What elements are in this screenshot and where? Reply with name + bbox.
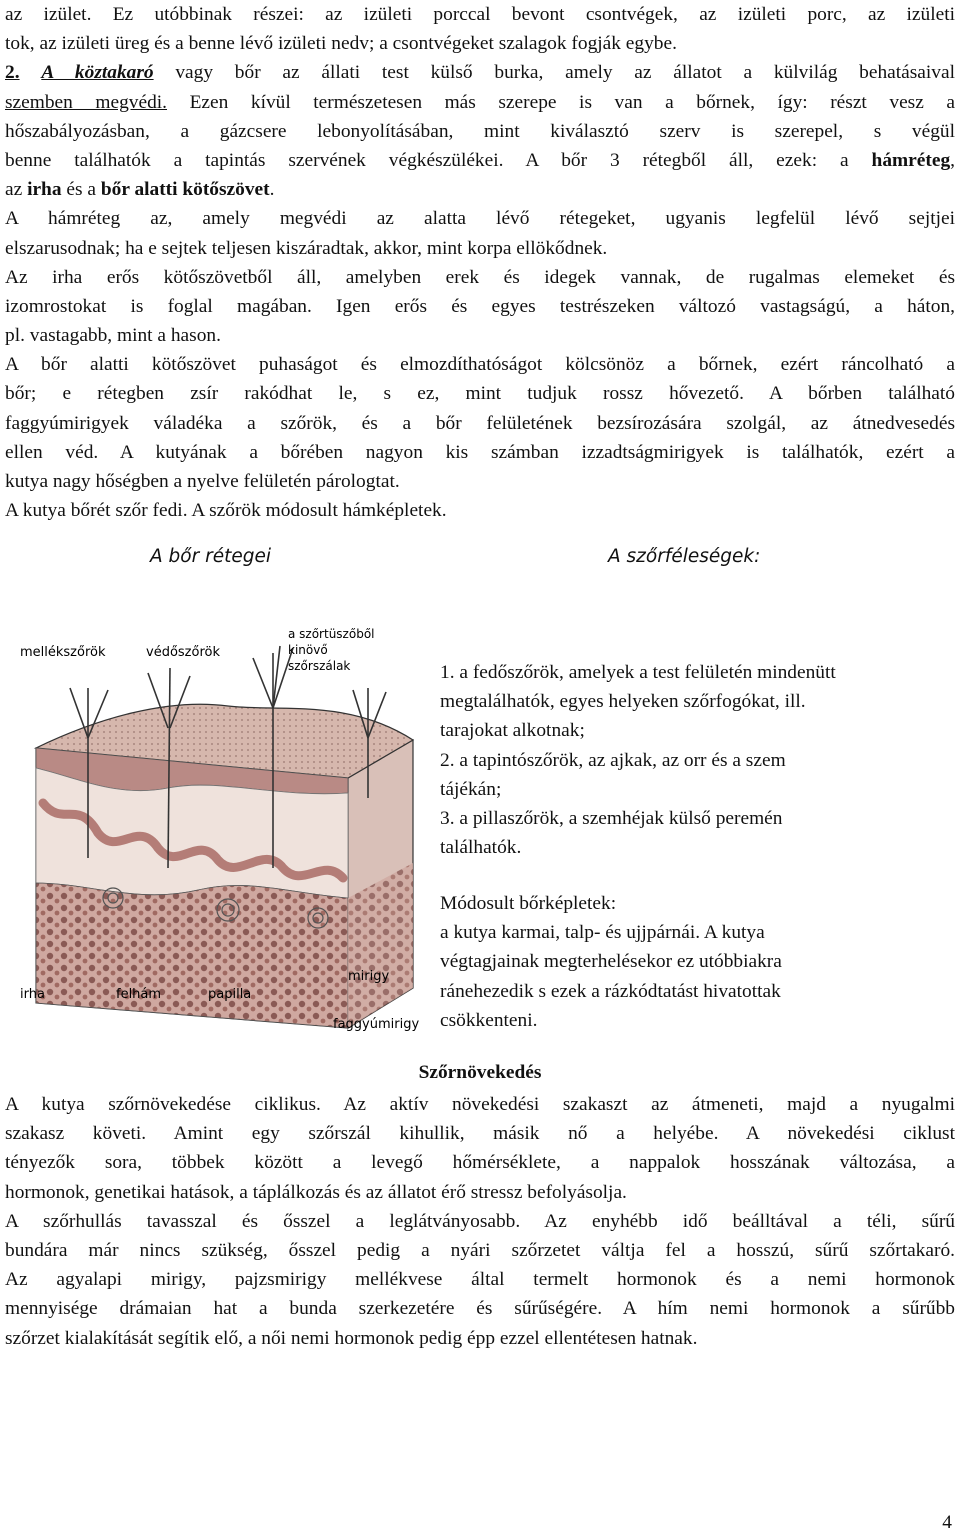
body-text-growth (5, 1090, 955, 1353)
text-line: A hámréteg az, amely megvédi az alatta lévő rétegeket, ugyanis legfelül lévő sejtjei (5, 208, 955, 230)
text-line: hőszabályozásban, a gázcsere lebonyolításában, mint kiválasztó szerv is szerepel, s végül (5, 120, 955, 142)
text-line: A kutya bőrét szőr fedi. A szőrök módosult hámképletek. (5, 500, 447, 522)
text-line: pl. vastagabb, mint a hason. (5, 325, 221, 347)
list-item-2-line (5, 58, 955, 87)
text-run: . (269, 179, 275, 201)
section-heading: Szőrnövekedés (418, 1062, 542, 1083)
list-item: 1. a fedőszőrök, amelyek a test felületén mindenütt (440, 662, 836, 683)
caption-skin-layers: A bőr rétegei (150, 546, 271, 567)
text-line: szőrzet kialakítását segítik elő, a női nemi hormonok pedig épp ezzel ellentétesen hatnak. (5, 1327, 698, 1349)
list-item: találhatók. (440, 837, 522, 859)
text-line: Az agyalapi mirigy, pajzsmirigy mellékvese által termelt hormonok és a nemi hormonok (5, 1269, 955, 1291)
text-line: elszarusodnak; ha e sejtek teljesen kiszáradtak, akkor, mint korpa ellökődnek. (5, 237, 608, 259)
text-run: Ezen kívül természetesen más szerepe is van a bőrnek, így: részt vesz a (167, 91, 955, 113)
bold-term: bőr alatti kötőszövet (100, 179, 270, 201)
label-mellekszorok: mellékszőrök (20, 645, 106, 660)
text-run: A bőr 3 rétegből áll, ezek: a (503, 149, 872, 171)
text-run: benne találhatók a tapintás szervének végkészülékei. (5, 149, 504, 171)
label-szortuszo-2: kinövő (288, 643, 328, 657)
text-line: mennyisége drámaian hat a bunda szerkezetére és sűrűségére. A hím nemi hormonok a sűrűbb (5, 1298, 955, 1320)
text-line: faggyúmirigyek váladéka a szőrök, és a bőr felületének bezsírozására szolgál, az átnedvesedés (5, 412, 955, 434)
text-line: csökkenteni. (440, 1009, 538, 1031)
skin-layers-diagram (18, 628, 430, 1048)
text-line: ránehezedik s ezek a rázkódtatást hivatottak (440, 980, 781, 1002)
text-line: izomrostokat is foglal magában. Igen erős és egyes testrészeken változó vastagságú, a háton, (5, 295, 955, 317)
list-item: 3. a pillaszőrök, a szemhéjak külső peremén (440, 807, 783, 829)
text-line: szakasz követi. Amint egy szőrszál kihullik, másik nő a helyébe. A növekedési ciklust (5, 1123, 955, 1145)
text-run: , (950, 149, 955, 171)
text-line (5, 146, 955, 175)
text-line: bundára már nincs szükség, ősszel pedig a nyári szőrzetet váltja fel a hosszú, sűrű szőrtakaró. (5, 1239, 955, 1261)
item-term: A köztakaró (41, 62, 154, 84)
text-line (5, 88, 955, 117)
text-line: ellen véd. A kutyának a bőrében nagyon kis számban izzadtságmirigyek is találhatók, ezért a (5, 441, 955, 463)
text-line: végtagjainak megterhelésekor ez utóbbiakra (440, 951, 782, 973)
text-line: bőr; e rétegben zsír rakódhat le, s ez, mint tudjuk rossz hővezető. A bőrben található (5, 383, 955, 405)
caption-hair-types: A szőrféleségek: (608, 546, 761, 567)
label-szortuszo-3: szőrszálak (288, 659, 351, 673)
text-line: az izület. Ez utóbbinak részei: az izületi porccal bevont csontvégek, az izületi porc, az izületi (5, 4, 955, 25)
modified-skin-structures (440, 889, 940, 1035)
text-line: A kutya szőrnövekedése ciklikus. Az aktív növekedési szakaszt az átmeneti, majd a nyugalmi (5, 1094, 955, 1115)
subcutis-layer (36, 883, 348, 1028)
body-text-top (5, 0, 955, 525)
list-item: 2. a tapintószőrök, az ajkak, az orr és a szem (440, 749, 786, 771)
hair-types-list (440, 658, 940, 862)
text-line: tok, az izületi üreg és a benne lévő izületi nedv; a csontvégeket szalagok fogják egybe. (5, 33, 677, 55)
item-number: 2. (5, 62, 20, 84)
list-item: tarajokat alkotnak; (440, 720, 585, 742)
subheading: Módosult bőrképletek: (440, 893, 617, 914)
label-irha: irha (20, 987, 45, 1002)
text-line (5, 175, 955, 204)
label-felham: felhám (116, 987, 162, 1002)
label-faggyumirigy: faggyúmirigy (333, 1017, 420, 1032)
text-line: hormonok, genetikai hatások, a táplálkozás és az állatot érő stressz befolyásolja. (5, 1181, 627, 1203)
text-run: vagy bőr az állati test külső burka, amely az állatot a külvilág behatásaival (153, 62, 955, 84)
text-run: szemben megvédi. (5, 91, 168, 113)
text-line: A bőr alatti kötőszövet puhaságot és elmozdíthatóságot kölcsönöz a bőrnek, ezért ráncolható a (5, 354, 955, 376)
list-item: megtalálhatók, egyes helyeken szőrfogókat, ill. (440, 691, 806, 713)
label-papilla: papilla (208, 987, 252, 1002)
label-mirigy: mirigy (348, 969, 390, 984)
text-line: kutya nagy hőségben a nyelve felületén párologtat. (5, 471, 400, 492)
bold-term: hámréteg (871, 149, 951, 171)
text-line: A szőrhullás tavasszal és ősszel a leglátványosabb. Az enyhébb idő beálltával a téli, sűrű (5, 1210, 955, 1232)
list-item: tájékán; (440, 778, 502, 800)
text-line: a kutya karmai, talp- és ujjpárnái. A kutya (440, 922, 765, 944)
bold-term: irha (27, 179, 62, 201)
text-run: és a (61, 179, 101, 201)
text-run: az (5, 179, 28, 201)
text-line: Az irha erős kötőszövetből áll, amelyben erek és idegek vannak, de rugalmas elemeket és (5, 266, 955, 288)
text-line: tényezők sora, többek között a levegő hőmérséklete, a nappalok hosszának változása, a (5, 1152, 955, 1174)
label-vedoszorok: védőszőrök (146, 645, 220, 660)
label-szortuszo-1: a szőrtüszőből (288, 628, 375, 641)
page-number: 4 (942, 1512, 952, 1533)
